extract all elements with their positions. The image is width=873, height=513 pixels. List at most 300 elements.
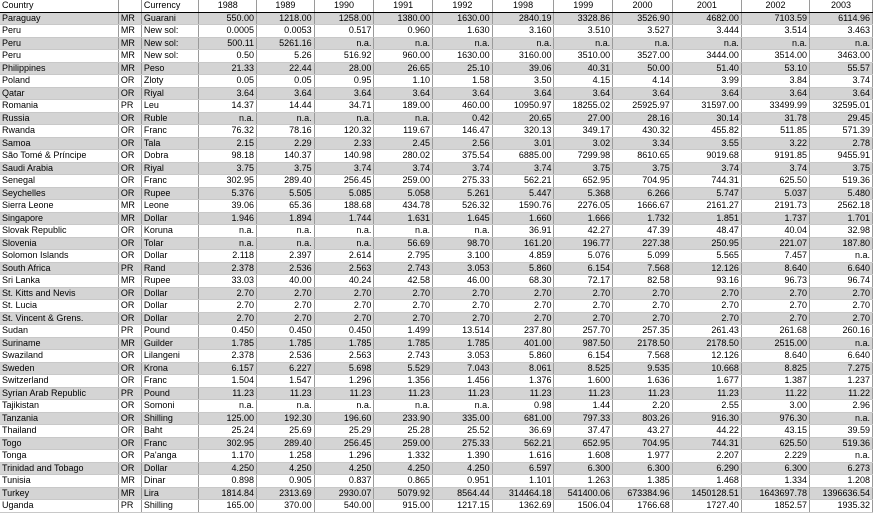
cell-currency: Lira (141, 487, 199, 500)
cell-value: 1.732 (613, 212, 673, 225)
cell-value: 987.50 (554, 337, 613, 350)
cell-value: 12.126 (672, 350, 741, 363)
cell-value: 1.660 (492, 212, 554, 225)
cell-value: 2.70 (314, 287, 374, 300)
cell-value: 5.368 (554, 187, 613, 200)
cell-value: 68.30 (492, 275, 554, 288)
cell-value: 43.27 (613, 425, 673, 438)
cell-value: 500.11 (199, 37, 257, 50)
cell-value: 6.154 (554, 262, 613, 275)
cell-country: Qatar (0, 87, 118, 100)
table-row (0, 475, 873, 488)
cell-value: 3.64 (554, 87, 613, 100)
cell-value: n.a. (199, 400, 257, 413)
cell-value: 550.00 (199, 12, 257, 25)
table-row (0, 437, 873, 450)
cell-value: 1.356 (374, 375, 433, 388)
cell-value: 8.640 (741, 262, 809, 275)
cell-value: 3.160 (492, 25, 554, 38)
cell-country: Singapore (0, 212, 118, 225)
cell-value: 2.70 (374, 300, 433, 313)
cell-country: Sudan (0, 325, 118, 338)
cell-value: 2930.07 (314, 487, 374, 500)
cell-value: 33499.99 (741, 100, 809, 113)
cell-value: 7.457 (741, 250, 809, 263)
cell-regime: OR (118, 375, 141, 388)
table-row (0, 200, 873, 213)
cell-value: 2161.27 (672, 200, 741, 213)
cell-value: 1630.00 (432, 50, 492, 63)
cell-value: 3.64 (432, 87, 492, 100)
cell-value: 40.24 (314, 275, 374, 288)
cell-value: 289.40 (257, 437, 315, 450)
header-year: 1988 (199, 0, 257, 12)
table-row (0, 362, 873, 375)
cell-value: 2840.19 (492, 12, 554, 25)
cell-regime: PR (118, 100, 141, 113)
cell-value: 20.65 (492, 112, 554, 125)
cell-value: 1.785 (257, 337, 315, 350)
cell-value: 9455.91 (810, 150, 873, 163)
cell-country: Tunisia (0, 475, 118, 488)
cell-value: 12.126 (672, 262, 741, 275)
cell-value: 8610.65 (613, 150, 673, 163)
cell-value: 2.29 (257, 137, 315, 150)
cell-value: 2.743 (374, 350, 433, 363)
table-row (0, 462, 873, 475)
cell-value: 2515.00 (741, 337, 809, 350)
cell-value: 2.70 (810, 287, 873, 300)
cell-value: 652.95 (554, 437, 613, 450)
cell-country: Uganda (0, 500, 118, 513)
cell-value: 2.70 (432, 300, 492, 313)
cell-value: 3.053 (432, 262, 492, 275)
cell-value: 0.450 (199, 325, 257, 338)
cell-country: Slovak Republic (0, 225, 118, 238)
cell-value: 98.18 (199, 150, 257, 163)
cell-value: n.a. (810, 250, 873, 263)
cell-currency: Franc (141, 375, 199, 388)
cell-value: 5.037 (741, 187, 809, 200)
cell-value: 18255.02 (554, 100, 613, 113)
cell-value: 2.70 (492, 312, 554, 325)
cell-value: 30.14 (672, 112, 741, 125)
table-row (0, 412, 873, 425)
cell-value: 0.05 (199, 75, 257, 88)
cell-value: 40.04 (741, 225, 809, 238)
cell-value: 120.32 (314, 125, 374, 138)
cell-value: 22.44 (257, 62, 315, 75)
cell-value: 42.27 (554, 225, 613, 238)
cell-value: 1.101 (492, 475, 554, 488)
cell-regime: PR (118, 262, 141, 275)
cell-currency: Dinar (141, 475, 199, 488)
cell-currency: Koruna (141, 225, 199, 238)
cell-value: 5.085 (314, 187, 374, 200)
cell-value: 1.258 (257, 450, 315, 463)
cell-value: 196.60 (314, 412, 374, 425)
cell-value: 2.70 (554, 300, 613, 313)
cell-country: Tonga (0, 450, 118, 463)
cell-value: 39.59 (810, 425, 873, 438)
cell-value: 1.170 (199, 450, 257, 463)
table-row (0, 325, 873, 338)
cell-country: Russia (0, 112, 118, 125)
cell-value: 0.960 (374, 25, 433, 38)
cell-value: 349.17 (554, 125, 613, 138)
cell-currency: New sol: (141, 25, 199, 38)
cell-value: 2.55 (672, 400, 741, 413)
cell-value: 36.69 (492, 425, 554, 438)
cell-regime: OR (118, 237, 141, 250)
cell-value: 227.38 (613, 237, 673, 250)
cell-value: 3.053 (432, 350, 492, 363)
cell-value: n.a. (257, 112, 315, 125)
cell-value: 1258.00 (314, 12, 374, 25)
cell-value: 196.77 (554, 237, 613, 250)
cell-value: 320.13 (492, 125, 554, 138)
cell-value: 5.058 (374, 187, 433, 200)
cell-value: 3.75 (613, 162, 673, 175)
cell-value: 6.640 (810, 350, 873, 363)
table-row (0, 275, 873, 288)
cell-value: 289.40 (257, 175, 315, 188)
cell-value: n.a. (554, 37, 613, 50)
cell-value: 2.70 (492, 300, 554, 313)
cell-value: 1.334 (741, 475, 809, 488)
header-currency: Currency (141, 0, 199, 12)
cell-currency: Leone (141, 200, 199, 213)
cell-value: 1396636.54 (810, 487, 873, 500)
cell-value: 2.536 (257, 262, 315, 275)
cell-value: 1.737 (741, 212, 809, 225)
cell-value: 261.43 (672, 325, 741, 338)
cell-currency: Somoni (141, 400, 199, 413)
cell-value: 1590.76 (492, 200, 554, 213)
cell-value: 119.67 (374, 125, 433, 138)
table-row (0, 137, 873, 150)
cell-value: 125.00 (199, 412, 257, 425)
table-row (0, 62, 873, 75)
cell-regime: OR (118, 250, 141, 263)
cell-currency: Lilangeni (141, 350, 199, 363)
cell-value: 6.157 (199, 362, 257, 375)
cell-value: 302.95 (199, 437, 257, 450)
cell-currency: Krona (141, 362, 199, 375)
cell-regime: OR (118, 225, 141, 238)
cell-value: 1.376 (492, 375, 554, 388)
cell-value: 1.677 (672, 375, 741, 388)
cell-value: 9191.85 (741, 150, 809, 163)
cell-value: 8.640 (741, 350, 809, 363)
cell-country: Peru (0, 25, 118, 38)
cell-value: n.a. (314, 112, 374, 125)
cell-value: 2.70 (613, 287, 673, 300)
cell-value: 4.250 (257, 462, 315, 475)
cell-value: 43.15 (741, 425, 809, 438)
cell-country: Solomon Islands (0, 250, 118, 263)
cell-regime: MR (118, 200, 141, 213)
cell-currency: Leu (141, 100, 199, 113)
cell-value: 744.31 (672, 437, 741, 450)
cell-value: 0.98 (492, 400, 554, 413)
table-row (0, 287, 873, 300)
cell-value: 3.514 (741, 25, 809, 38)
cell-value: 1.785 (374, 337, 433, 350)
cell-value: 11.23 (613, 387, 673, 400)
cell-value: 1766.68 (613, 500, 673, 513)
cell-regime: OR (118, 300, 141, 313)
cell-value: 256.45 (314, 175, 374, 188)
cell-value: 2.70 (199, 312, 257, 325)
cell-value: n.a. (314, 237, 374, 250)
cell-value: 50.00 (613, 62, 673, 75)
cell-value: 32595.01 (810, 100, 873, 113)
cell-value: 2.70 (613, 312, 673, 325)
table-row (0, 187, 873, 200)
cell-value: 370.00 (257, 500, 315, 513)
cell-currency: Dollar (141, 300, 199, 313)
cell-regime: OR (118, 425, 141, 438)
table-row (0, 12, 873, 25)
cell-country: Seychelles (0, 187, 118, 200)
cell-country: St. Kitts and Nevis (0, 287, 118, 300)
cell-value: 96.74 (810, 275, 873, 288)
cell-value: 187.80 (810, 237, 873, 250)
cell-currency: Tala (141, 137, 199, 150)
cell-value: 562.21 (492, 437, 554, 450)
cell-country: Rwanda (0, 125, 118, 138)
cell-value: 4.250 (374, 462, 433, 475)
cell-value: 78.16 (257, 125, 315, 138)
cell-value: n.a. (741, 37, 809, 50)
cell-value: 3328.86 (554, 12, 613, 25)
cell-value: 2.78 (810, 137, 873, 150)
cell-value: 10.668 (672, 362, 741, 375)
cell-value: 7.568 (613, 262, 673, 275)
cell-value: 2.70 (257, 312, 315, 325)
cell-value: 98.70 (432, 237, 492, 250)
cell-currency: Ruble (141, 112, 199, 125)
cell-value: 25925.97 (613, 100, 673, 113)
cell-value: 1.504 (199, 375, 257, 388)
cell-value: 5.376 (199, 187, 257, 200)
cell-currency: Dollar (141, 250, 199, 263)
table-row (0, 500, 873, 513)
cell-value: 1.946 (199, 212, 257, 225)
cell-value: 250.95 (672, 237, 741, 250)
cell-regime: MR (118, 12, 141, 25)
cell-value: 3.84 (741, 75, 809, 88)
cell-regime: OR (118, 175, 141, 188)
cell-value: 430.32 (613, 125, 673, 138)
cell-value: 5079.92 (374, 487, 433, 500)
cell-value: 2.45 (374, 137, 433, 150)
cell-value: 2191.73 (741, 200, 809, 213)
cell-value: 6.300 (741, 462, 809, 475)
cell-value: 8564.44 (432, 487, 492, 500)
cell-value: 2.378 (199, 350, 257, 363)
table-row (0, 400, 873, 413)
cell-value: 916.30 (672, 412, 741, 425)
cell-value: 37.47 (554, 425, 613, 438)
cell-value: 6.597 (492, 462, 554, 475)
cell-value: 401.00 (492, 337, 554, 350)
cell-regime: OR (118, 400, 141, 413)
cell-value: 3.75 (554, 162, 613, 175)
header-year: 1989 (257, 0, 315, 12)
cell-regime: OR (118, 412, 141, 425)
cell-value: 960.00 (374, 50, 433, 63)
cell-value: 1.58 (432, 75, 492, 88)
cell-value: 25.69 (257, 425, 315, 438)
cell-value: 1.616 (492, 450, 554, 463)
cell-value: n.a. (810, 450, 873, 463)
cell-value: 221.07 (741, 237, 809, 250)
cell-value: 4.15 (554, 75, 613, 88)
cell-value: 3.74 (432, 162, 492, 175)
cell-currency: Guilder (141, 337, 199, 350)
table-header (0, 0, 873, 12)
header-row (0, 0, 873, 12)
cell-value: 2.70 (432, 312, 492, 325)
cell-value: n.a. (374, 112, 433, 125)
cell-value: 3.50 (492, 75, 554, 88)
cell-value: 14.37 (199, 100, 257, 113)
cell-value: 562.21 (492, 175, 554, 188)
cell-value: 2.56 (432, 137, 492, 150)
cell-country: St. Vincent & Grens. (0, 312, 118, 325)
cell-value: 1.387 (741, 375, 809, 388)
table-row (0, 350, 873, 363)
cell-value: 237.80 (492, 325, 554, 338)
cell-country: Slovenia (0, 237, 118, 250)
cell-value: 11.22 (810, 387, 873, 400)
cell-regime: OR (118, 437, 141, 450)
cell-value: 3.100 (432, 250, 492, 263)
cell-value: 2.70 (492, 287, 554, 300)
cell-value: 7103.59 (741, 12, 809, 25)
cell-value: 1.547 (257, 375, 315, 388)
cell-value: 5.26 (257, 50, 315, 63)
cell-value: 5.505 (257, 187, 315, 200)
cell-value: n.a. (672, 37, 741, 50)
cell-value: 40.31 (554, 62, 613, 75)
cell-currency: Pound (141, 325, 199, 338)
cell-regime: OR (118, 362, 141, 375)
cell-value: 25.24 (199, 425, 257, 438)
cell-value: 1.785 (432, 337, 492, 350)
cell-value: 7.043 (432, 362, 492, 375)
cell-regime: OR (118, 137, 141, 150)
cell-value: 2.378 (199, 262, 257, 275)
cell-value: 25.29 (314, 425, 374, 438)
cell-value: 6.273 (810, 462, 873, 475)
cell-currency: Guarani (141, 12, 199, 25)
cell-value: 6885.00 (492, 150, 554, 163)
cell-value: 2.70 (314, 312, 374, 325)
cell-value: 280.02 (374, 150, 433, 163)
cell-value: 165.00 (199, 500, 257, 513)
cell-regime: OR (118, 287, 141, 300)
cell-value: 1935.32 (810, 500, 873, 513)
cell-value: 3.75 (257, 162, 315, 175)
cell-currency: Dobra (141, 150, 199, 163)
cell-value: 261.68 (741, 325, 809, 338)
cell-value: 3.444 (672, 25, 741, 38)
cell-value: 11.23 (374, 387, 433, 400)
cell-value: 11.23 (257, 387, 315, 400)
cell-value: 2.397 (257, 250, 315, 263)
cell-value: 2.70 (374, 312, 433, 325)
cell-country: São Tomé & Príncipe (0, 150, 118, 163)
cell-country: Samoa (0, 137, 118, 150)
cell-value: 4682.00 (672, 12, 741, 25)
cell-value: 3.64 (492, 87, 554, 100)
table-row (0, 387, 873, 400)
cell-value: 540.00 (314, 500, 374, 513)
cell-value: 46.00 (432, 275, 492, 288)
cell-value: 375.54 (432, 150, 492, 163)
cell-value: 3.64 (741, 87, 809, 100)
header-year: 2003 (810, 0, 873, 12)
cell-value: 511.85 (741, 125, 809, 138)
cell-value: 704.95 (613, 175, 673, 188)
cell-value: n.a. (374, 37, 433, 50)
cell-value: 1.645 (432, 212, 492, 225)
cell-value: 25.52 (432, 425, 492, 438)
cell-value: 1506.04 (554, 500, 613, 513)
table-row (0, 175, 873, 188)
cell-value: 1.608 (554, 450, 613, 463)
table-row (0, 50, 873, 63)
cell-currency: Dollar (141, 212, 199, 225)
cell-regime: MR (118, 475, 141, 488)
cell-country: Philippines (0, 62, 118, 75)
cell-value: n.a. (810, 412, 873, 425)
cell-value: 33.03 (199, 275, 257, 288)
cell-value: 2.70 (810, 312, 873, 325)
cell-value: 140.37 (257, 150, 315, 163)
cell-value: 1727.40 (672, 500, 741, 513)
cell-value: 455.82 (672, 125, 741, 138)
cell-value: 56.69 (374, 237, 433, 250)
cell-currency: Dollar (141, 287, 199, 300)
cell-country: Syrian Arab Republic (0, 387, 118, 400)
cell-value: 1.977 (613, 450, 673, 463)
cell-value: 3.510 (554, 25, 613, 38)
cell-value: 1450128.51 (672, 487, 741, 500)
cell-value: n.a. (810, 337, 873, 350)
cell-country: Tajikistan (0, 400, 118, 413)
header-year: 1998 (492, 0, 554, 12)
table-row (0, 87, 873, 100)
cell-value: 10950.97 (492, 100, 554, 113)
cell-value: 192.30 (257, 412, 315, 425)
cell-value: 302.95 (199, 175, 257, 188)
cell-value: 11.23 (492, 387, 554, 400)
cell-country: St. Lucia (0, 300, 118, 313)
cell-value: n.a. (257, 237, 315, 250)
cell-value: 5.261 (432, 187, 492, 200)
cell-value: 28.16 (613, 112, 673, 125)
cell-value: 32.98 (810, 225, 873, 238)
cell-value: 6.300 (554, 462, 613, 475)
cell-value: 3.527 (613, 25, 673, 38)
table-body (0, 12, 873, 512)
cell-value: 47.39 (613, 225, 673, 238)
cell-country: Switzerland (0, 375, 118, 388)
